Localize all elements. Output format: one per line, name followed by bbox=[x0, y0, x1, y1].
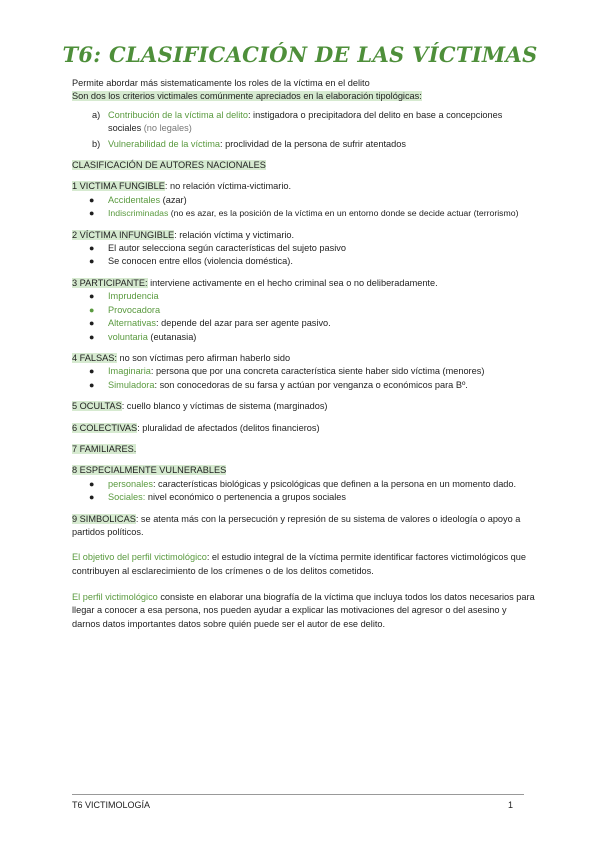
section-5 bbox=[72, 400, 537, 413]
item-text: Se conocen entre ellos (violencia doméstica). bbox=[108, 256, 293, 267]
section-4 bbox=[72, 352, 537, 365]
section-3-list bbox=[72, 290, 537, 344]
list-item bbox=[72, 317, 537, 330]
item-text: (eutanasia) bbox=[147, 331, 197, 342]
section-1-text: : no relación víctima-victimario. bbox=[164, 181, 292, 192]
section-2-list bbox=[72, 242, 537, 269]
profile-paragraph bbox=[72, 591, 537, 632]
intro-line-2 bbox=[72, 90, 537, 103]
criteria-num: b) bbox=[92, 138, 101, 149]
footer-divider bbox=[72, 794, 524, 795]
intro-line-1: Permite abordar más sistematicamente los roles de la víctima en el delito bbox=[72, 78, 370, 88]
criteria-item bbox=[72, 138, 537, 151]
item-head: voluntaria bbox=[108, 331, 148, 342]
section-6-text: : pluralidad de afectados (delitos financieros) bbox=[137, 422, 320, 433]
list-item bbox=[72, 242, 537, 255]
section-1 bbox=[72, 180, 537, 193]
section-7 bbox=[72, 443, 537, 456]
item-text: : características biológicas y psicológicas que definen a la persona en un momento dado. bbox=[152, 478, 517, 489]
list-item bbox=[72, 478, 537, 491]
list-item bbox=[72, 379, 537, 392]
classification-heading-text: CLASIFICACIÓN DE AUTORES NACIONALES bbox=[72, 160, 266, 171]
criteria-item bbox=[72, 109, 537, 136]
bullet-icon: ● bbox=[89, 208, 95, 219]
section-5-head: 5 OCULTAS bbox=[72, 401, 122, 412]
bullet-icon: ● bbox=[89, 379, 95, 390]
intro-line-2-text: Son dos los criterios victimales comúnmente apreciados en la elaboración tipológicas: bbox=[72, 91, 422, 102]
section-1-list bbox=[72, 194, 537, 221]
bullet-icon: ● bbox=[89, 194, 95, 205]
bullet-icon: ● bbox=[89, 331, 95, 342]
section-3-text: interviene activamente en el hecho criminal sea o no deliberadamente. bbox=[147, 277, 438, 288]
page-title: T6: CLASIFICACIÓN DE LAS VÍCTIMAS bbox=[62, 42, 538, 67]
item-text: (no es azar, es la posición de la víctima en un entorno donde se decide actuar (terrorismo) bbox=[168, 208, 519, 219]
section-5-text: : cuello blanco y víctimas de sistema (marginados) bbox=[121, 401, 328, 412]
item-head: Alternativas bbox=[108, 318, 157, 329]
item-head: Indiscriminadas bbox=[108, 208, 169, 219]
section-4-text: no son víctimas pero afirman haberlo sido bbox=[116, 352, 291, 363]
section-3-head: 3 PARTICIPANTE: bbox=[72, 277, 148, 288]
section-9 bbox=[72, 513, 537, 540]
list-item bbox=[72, 304, 537, 317]
item-head: Imprudencia bbox=[108, 291, 159, 302]
footer-title: T6 VICTIMOLOGÍA bbox=[72, 800, 151, 810]
bullet-icon: ● bbox=[89, 304, 95, 315]
bullet-icon: ● bbox=[89, 318, 95, 329]
item-text: El autor selecciona según características del sujeto pasivo bbox=[108, 243, 346, 254]
section-9-head: 9 SIMBOLICAS bbox=[72, 513, 136, 524]
bullet-icon: ● bbox=[89, 478, 95, 489]
section-4-list bbox=[72, 365, 537, 392]
bullet-icon: ● bbox=[89, 492, 95, 503]
list-item bbox=[72, 207, 537, 220]
page-number: 1 bbox=[508, 800, 514, 810]
section-3 bbox=[72, 277, 537, 290]
item-head: Provocadora bbox=[108, 304, 161, 315]
section-2-text: : relación víctima y victimario. bbox=[174, 229, 295, 240]
bullet-icon: ● bbox=[89, 366, 95, 377]
item-text: nivel económico o pertenencia a grupos sociales bbox=[145, 492, 346, 503]
profile-head: El perfil victimológico bbox=[72, 591, 158, 602]
criteria-head: Vulnerabilidad de la víctima bbox=[108, 138, 221, 149]
list-item bbox=[72, 331, 537, 344]
criteria-text: : proclividad de la persona de sufrir atentados bbox=[220, 138, 406, 149]
section-8-list bbox=[72, 478, 537, 505]
objective-text: : el estudio integral de la víctima permite identificar factores victimológicos que contribuyen al esclarecimiento de los crímenes o de los delitos cometidos. bbox=[72, 552, 526, 576]
bullet-icon: ● bbox=[89, 256, 95, 267]
section-1-head: 1 VICTIMA FUNGIBLE bbox=[72, 181, 165, 192]
list-item bbox=[72, 255, 537, 268]
criteria-text: : instigadora o precipitadora del delito en base a concepciones sociales bbox=[108, 109, 503, 134]
section-2 bbox=[72, 229, 537, 242]
item-text: : persona que por una concreta característica siente haber sido víctima (menores) bbox=[150, 366, 485, 377]
section-2-head: 2 VÍCTIMA INFUNGIBLE bbox=[72, 229, 175, 240]
section-9-text: : se atenta más con la persecución y represión de su sistema de valores o ideología o apoyo a partidos políticos. bbox=[72, 513, 521, 537]
section-8-head: 8 ESPECIALMENTE VULNERABLES bbox=[72, 465, 227, 476]
list-item bbox=[72, 365, 537, 378]
criteria-note: (no legales) bbox=[143, 123, 192, 134]
item-text: (azar) bbox=[160, 194, 187, 205]
item-head: Simuladora bbox=[108, 379, 155, 390]
list-item bbox=[72, 194, 537, 207]
section-6-head: 6 COLECTIVAS bbox=[72, 422, 138, 433]
criteria-num: a) bbox=[92, 109, 101, 120]
objective-paragraph bbox=[72, 551, 537, 578]
section-7-head: 7 FAMILIARES. bbox=[72, 443, 137, 454]
classification-heading bbox=[72, 159, 537, 172]
item-head: Accidentales bbox=[108, 194, 161, 205]
item-head: Sociales: bbox=[108, 492, 146, 503]
list-item bbox=[72, 491, 537, 504]
profile-text: consiste en elaborar una biografía de la víctima que incluya todos los datos necesarios para llegar a conocer a esa persona, nos pueden ayudar a explicar las motivaciones del agresor o del asesino y darnos datos importantes datos sobre quién puede ser el autor de ese delito. bbox=[72, 591, 535, 629]
criteria-list bbox=[72, 109, 537, 151]
section-8 bbox=[72, 464, 537, 477]
item-text: : depende del azar para ser agente pasivo. bbox=[156, 318, 331, 329]
list-item bbox=[72, 290, 537, 303]
section-6 bbox=[72, 422, 537, 435]
item-head: personales bbox=[108, 478, 153, 489]
item-head: Imaginaria bbox=[108, 366, 151, 377]
bullet-icon: ● bbox=[89, 291, 95, 302]
item-text: : son conocedoras de su farsa y actúan por venganza o económicos para Bº. bbox=[154, 379, 468, 390]
objective-head: El objetivo del perfil victimológico bbox=[72, 552, 207, 563]
criteria-head: Contribución de la víctima al delito bbox=[108, 109, 248, 120]
section-4-head: 4 FALSAS: bbox=[72, 352, 117, 363]
document-body bbox=[72, 77, 537, 631]
bullet-icon: ● bbox=[89, 243, 95, 254]
